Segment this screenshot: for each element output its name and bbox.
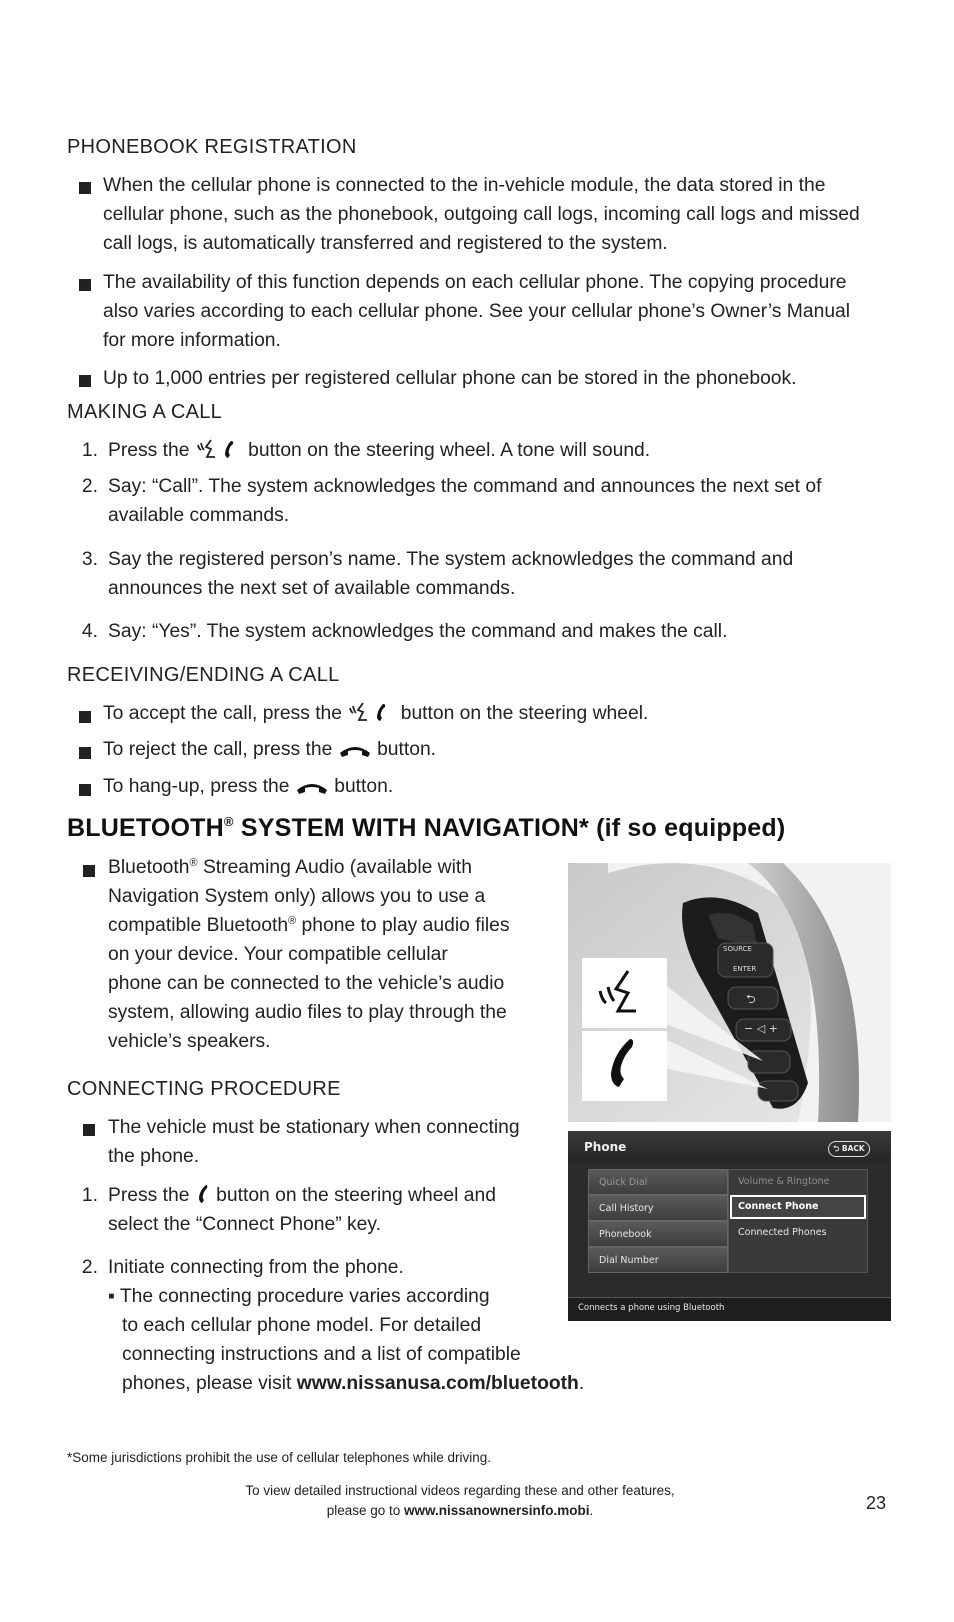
bullet-marker <box>79 182 91 194</box>
owners-info-link[interactable]: www.nissanownersinfo.mobi <box>404 1503 590 1518</box>
list-item: Say the registered person’s name. The system acknowledges the command and announces the next set of available commands. <box>108 549 794 599</box>
bullet-marker <box>83 865 95 877</box>
menu-item-call-history[interactable]: Call History <box>588 1195 728 1221</box>
list-item: The vehicle must be stationary when connecting the phone. <box>108 1117 520 1167</box>
phone-menu-screen <box>568 1131 891 1321</box>
list-item: Say: “Call”. The system acknowledges the command and announces the next set of available commands. <box>108 476 822 526</box>
list-item: Say: “Yes”. The system acknowledges the command and makes the call. <box>108 621 728 642</box>
talk-icon <box>350 703 367 720</box>
step-number: 3. <box>81 549 98 570</box>
page-number: 23 <box>866 1493 887 1513</box>
menu-item-quick-dial[interactable]: Quick Dial <box>588 1169 728 1195</box>
menu-item-connect-phone[interactable]: Connect Phone <box>730 1195 866 1219</box>
menu-item-dial-number[interactable]: Dial Number <box>588 1247 728 1273</box>
section-heading-making-call: MAKING A CALL <box>67 401 223 423</box>
back-button-icon: ⮌ <box>746 992 756 1006</box>
hangup-icon <box>338 741 372 759</box>
step-number: 2. <box>81 476 98 497</box>
menu-item-volume-ringtone[interactable]: Volume & Ringtone <box>738 1176 830 1187</box>
disclaimer: *Some jurisdictions prohibit the use of cellular telephones while driving. <box>67 1450 491 1465</box>
volume-button-label: − ◁ + <box>744 1022 778 1035</box>
status-bar-text: Connects a phone using Bluetooth <box>578 1303 725 1313</box>
bullet-marker <box>79 375 91 387</box>
section-title-bluetooth: BLUETOOTH® SYSTEM WITH NAVIGATION* (if so equipped) <box>67 814 786 842</box>
steering-wheel-photo <box>568 863 891 1122</box>
back-button[interactable]: ⮌ BACK <box>828 1141 870 1157</box>
list-item: To reject the call, press the button. <box>103 739 437 760</box>
bullet-marker <box>79 747 91 759</box>
step-number: 1. <box>81 1185 98 1206</box>
bullet-marker <box>83 1124 95 1136</box>
phone-icon <box>225 441 233 458</box>
bullet-marker <box>79 711 91 723</box>
section-heading-receiving: RECEIVING/ENDING A CALL <box>67 664 340 686</box>
list-item: Up to 1,000 entries per registered cellular phone can be stored in the phonebook. <box>103 368 797 389</box>
phone-icon <box>377 704 385 721</box>
list-item: The availability of this function depends on each cellular phone. The copying procedure also varies according to each cellular phone. See your cellular phone’s Owner’s Manual for more information. <box>103 272 851 351</box>
list-item: When the cellular phone is connected to the in-vehicle module, the data stored in the cellular phone, such as the phonebook, outgoing call logs, incoming call logs and missed call logs, is automatically transferred and registered to the system. <box>103 175 860 254</box>
menu-item-phonebook[interactable]: Phonebook <box>588 1221 728 1247</box>
list-item: Bluetooth® Streaming Audio (available with Navigation System only) allows you to use a compatible Bluetooth® phone to play audio files on your device. Your compatible cellular phone can be connected to the vehicle’s audio system, allowing audio files to play through the vehicle’s speakers. <box>108 857 510 1052</box>
source-button-label: SOURCE <box>723 945 752 953</box>
step-number: 1. <box>81 440 98 461</box>
talk-phone-icon <box>195 438 243 460</box>
section-heading-connecting: CONNECTING PROCEDURE <box>67 1078 341 1100</box>
footer-note: To view detailed instructional videos regarding these and other features, please go to www.nissanownersinfo.mobi. <box>245 1483 675 1518</box>
list-item: Press the button on the steering wheel and select the “Connect Phone” key. <box>108 1185 496 1235</box>
talk-phone-icon <box>347 701 395 723</box>
bullet-marker <box>79 784 91 796</box>
step-number: 2. <box>81 1257 98 1278</box>
phone-icon <box>195 1183 211 1205</box>
menu-item-connected-phones[interactable]: Connected Phones <box>738 1227 827 1238</box>
list-item: Press the button on the steering wheel. A tone will sound. <box>108 440 651 461</box>
list-item: To hang-up, press the button. <box>103 776 394 797</box>
list-item: To accept the call, press the button on the steering wheel. <box>103 703 649 724</box>
talk-icon <box>198 440 215 457</box>
bluetooth-link[interactable]: www.nissanusa.com/bluetooth <box>296 1373 579 1394</box>
enter-button-label: ENTER <box>733 965 757 973</box>
step-number: 4. <box>81 621 98 642</box>
bullet-marker <box>79 279 91 291</box>
list-item: Initiate connecting from the phone. ▪ The connecting procedure varies according to each cellular phone model. For detailed connecting instructions and a list of compatible phones, please visit www.nissanusa.com/bluetooth. <box>108 1257 585 1394</box>
hangup-icon <box>295 778 329 796</box>
screen-title: Phone <box>584 1140 627 1154</box>
section-heading-phonebook: PHONEBOOK REGISTRATION <box>67 136 357 158</box>
